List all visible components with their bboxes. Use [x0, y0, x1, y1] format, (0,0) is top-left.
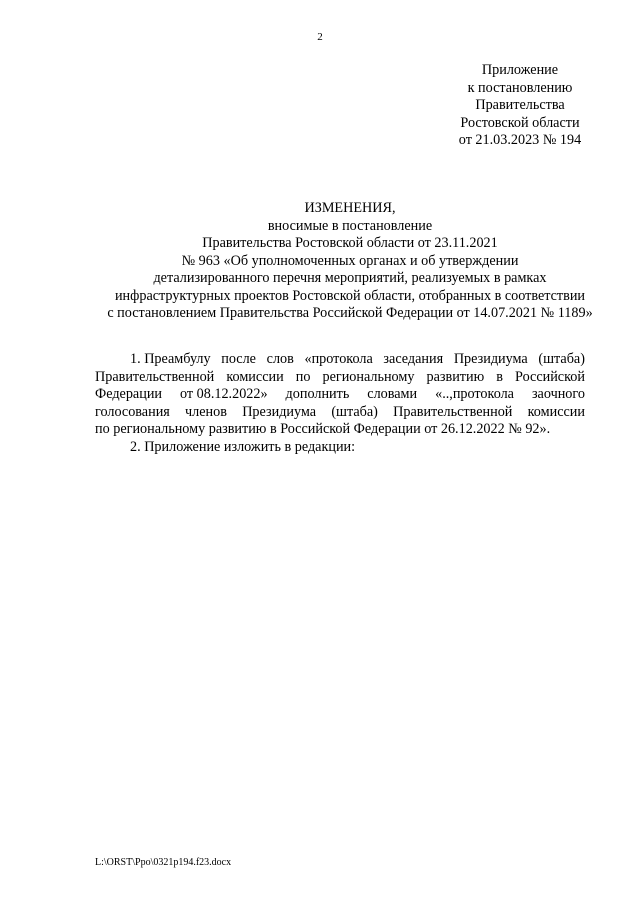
paragraph-2: [95, 439, 585, 457]
text-line: [95, 421, 585, 439]
word: (штаба): [331, 403, 378, 420]
appendix-header: [420, 62, 620, 150]
word: слов: [266, 351, 294, 367]
title-line: № 963 «Об уполномоченных органах и об утверждении: [181, 252, 519, 269]
title-line: Правительства Ростовской области от 23.11.2021: [202, 235, 498, 251]
word: Российской: [515, 368, 585, 385]
appendix-line: Ростовской области: [460, 114, 580, 131]
word: после: [221, 351, 256, 367]
document-title: [60, 200, 640, 323]
word: голосования: [95, 403, 170, 420]
word: членов: [185, 403, 227, 420]
word: региональному: [322, 368, 415, 385]
title-line: детализированного перечня мероприятий, реализуемых в рамках: [153, 270, 547, 286]
word: по региональному развитию в Российской Федерации от 26.12.2022 № 92».: [95, 421, 551, 437]
title-line: инфраструктурных проектов Ростовской области, отобранных в соответствии: [114, 287, 586, 304]
word: Правительственной: [393, 403, 513, 420]
word: Правительственной: [95, 368, 215, 385]
appendix-line: Приложение: [481, 62, 559, 78]
word: по: [295, 368, 311, 385]
word: комиссии: [226, 368, 284, 385]
word: «протокола: [304, 351, 373, 367]
word: Президиума: [242, 403, 317, 420]
word: Президиума: [453, 351, 528, 367]
text-line: [95, 351, 585, 369]
paragraph-1: [95, 351, 585, 439]
appendix-line: Правительства: [475, 97, 565, 113]
title-heading: ИЗМЕНЕНИЯ,: [304, 200, 396, 216]
text-line: [95, 404, 585, 422]
text-line: [95, 369, 585, 387]
title-line: с постановлением Правительства Российской Федерации от 14.07.2021 № 1189»: [107, 305, 593, 321]
word: «..,протокола: [435, 386, 514, 402]
word: заочного: [531, 386, 585, 402]
word: развитию: [426, 368, 485, 385]
word: (штаба): [538, 351, 585, 367]
appendix-line: от 21.03.2023 № 194: [458, 132, 582, 148]
file-path-footer: L:\ORST\Ppo\0321p194.f23.docx: [95, 857, 232, 868]
paragraph-2-text: 2. Приложение изложить в редакции:: [130, 438, 356, 455]
text-line: [95, 386, 585, 404]
word: словами: [367, 386, 418, 402]
word: дополнить: [285, 386, 350, 402]
word: 1. Преамбулу: [130, 351, 211, 367]
page-number: 2: [317, 31, 323, 43]
appendix-line: к постановлению: [467, 79, 573, 96]
word: Федерации: [95, 386, 163, 402]
word: в: [496, 368, 503, 385]
word: заседания: [383, 351, 444, 367]
title-line: вносимые в постановление: [267, 217, 433, 234]
document-body: [95, 351, 585, 456]
word: от 08.12.2022»: [179, 386, 268, 402]
word: комиссии: [527, 403, 585, 420]
